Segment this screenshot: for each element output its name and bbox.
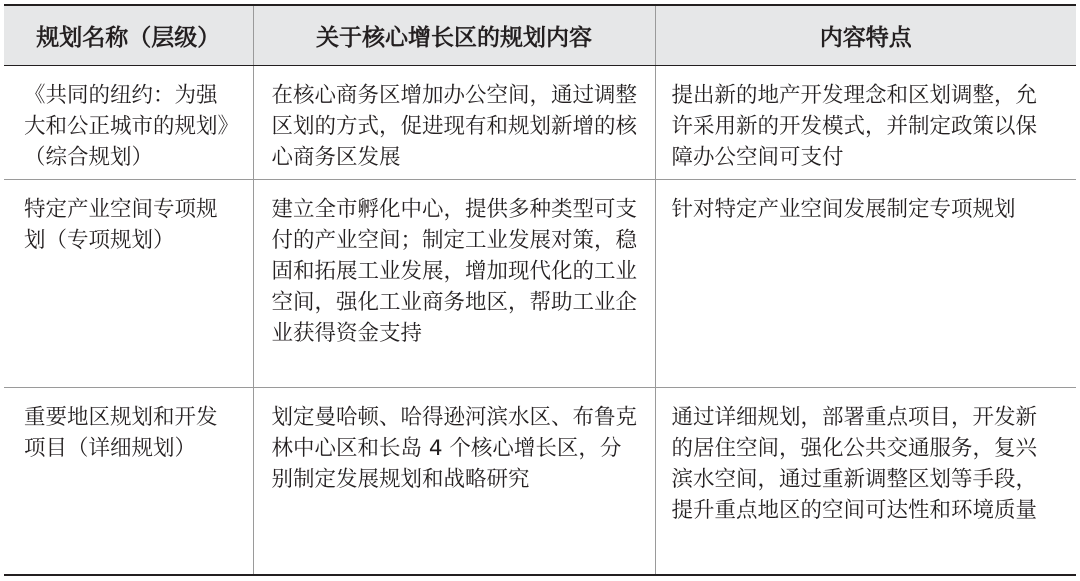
cell-content-feature: 针对特定产业空间发展制定专项规划 (655, 179, 1076, 387)
cell-plan-content: 划定曼哈顿、哈得逊河滨水区、布鲁克林中心区和长岛 4 个核心增长区，分别制定发展规划和战略研究 (253, 387, 655, 575)
header-plan-content: 关于核心增长区的规划内容 (253, 5, 655, 65)
cell-plan-name: 《共同的纽约：为强大和公正城市的规划》（综合规划） (24, 82, 229, 170)
header-content-features: 内容特点 (655, 5, 1076, 65)
table-row (4, 65, 1076, 179)
cell-content-feature: 通过详细规划，部署重点项目，开发新的居住空间，强化公共交通服务，复兴滨水空间，通过重新调整区划等手段，提升重点地区的空间可达性和环境质量 (655, 387, 1076, 575)
header-row (4, 5, 1076, 65)
table-header (4, 5, 1076, 65)
table-row (4, 387, 1076, 575)
header-plan-name: 规划名称（层级） (4, 5, 253, 65)
cell-content-feature: 提出新的地产开发理念和区划调整，允许采用新的开发模式，并制定政策以保障办公空间可支付 (655, 65, 1076, 179)
cell-plan-name: 特定产业空间专项规划（专项规划） (4, 179, 253, 387)
cell-plan-content: 在核心商务区增加办公空间，通过调整区划的方式，促进现有和规划新增的核心商务区发展 (253, 65, 655, 179)
table-body (4, 65, 1076, 575)
planning-table (4, 4, 1076, 576)
cell-plan-content: 建立全市孵化中心，提供多种类型可支付的产业空间；制定工业发展对策，稳固和拓展工业发展，增加现代化的工业空间，强化工业商务地区，帮助工业企业获得资金支持 (253, 179, 655, 387)
cell-plan-name: 重要地区规划和开发项目（详细规划） (4, 387, 253, 575)
table-row (4, 179, 1076, 387)
